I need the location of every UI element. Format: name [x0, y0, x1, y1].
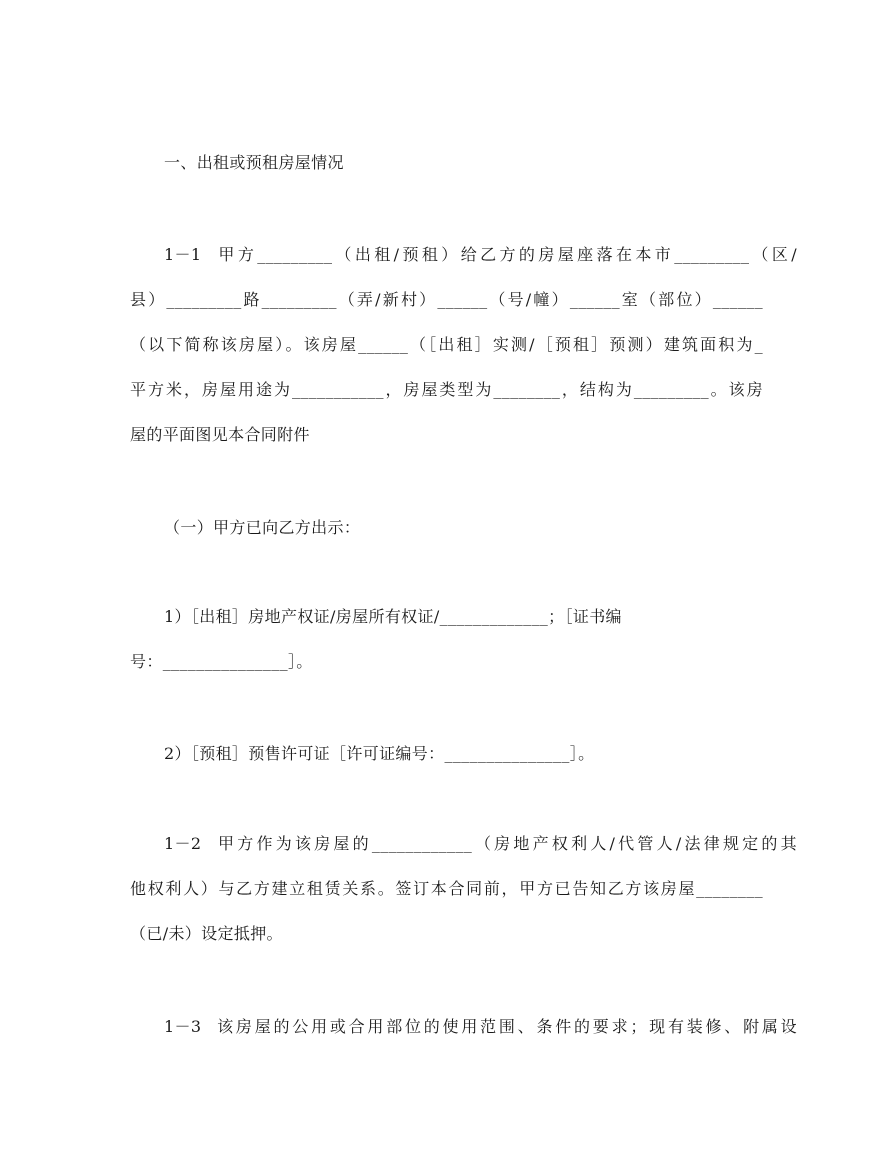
- clause-1-1-line-2: 县）_________路_________（弄/新村）______（号/幢）______室（部位）______: [130, 290, 763, 309]
- clause-1-2-line-1: 1－2 甲方作为该房屋的____________（房地产权利人/代管人/法律规定的其: [164, 834, 797, 853]
- section-heading: 一、出租或预租房屋情况: [164, 153, 344, 172]
- item-1-line-2: 号：_______________］。: [130, 652, 313, 671]
- clause-1-3-line-1: 1－3 该房屋的公用或合用部位的使用范围、条件的要求；现有装修、附属设: [164, 1017, 797, 1036]
- clause-1-1-line-4: 平方米，房屋用途为___________，房屋类型为________，结构为_________。该房: [130, 380, 763, 399]
- clause-1-2-line-2: 他权利人）与乙方建立租赁关系。签订本合同前，甲方已告知乙方该房屋________: [130, 879, 763, 898]
- clause-1-1-line-3: （以下简称该房屋）。该房屋______（［出租］实测/［预租］预测）建筑面积为_: [130, 335, 763, 354]
- clause-1-1-line-1: 1－1 甲方_________（出租/预租）给乙方的房屋座落在本市_________（区/: [164, 245, 797, 264]
- sub-heading: （一）甲方已向乙方出示：: [164, 518, 361, 537]
- item-1-line-1: 1）［出租］房地产权证/房屋所有权证/_____________；［证书编: [164, 607, 622, 626]
- clause-1-2-line-3: （已/未）设定抵押。: [130, 924, 283, 943]
- item-2-line-1: 2）［预租］预售许可证［许可证编号：_______________］。: [164, 744, 595, 763]
- clause-1-1-line-5: 屋的平面图见本合同附件: [130, 425, 310, 444]
